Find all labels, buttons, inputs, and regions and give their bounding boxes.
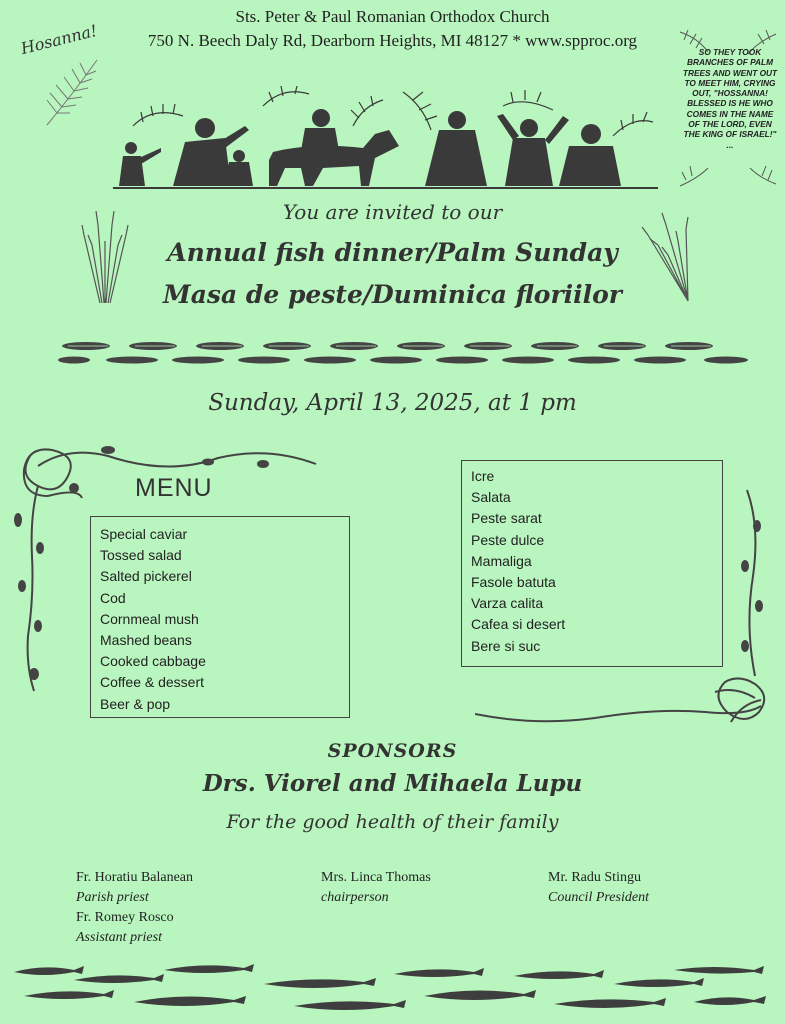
assistant-priest-role: Assistant priest — [76, 930, 162, 945]
menu-item: Cafea si desert — [471, 616, 566, 633]
event-date: Sunday, April 13, 2025, at 1 pm — [208, 390, 577, 416]
president-name: Mr. Radu Stingu — [548, 870, 641, 885]
assistant-priest-name: Fr. Romey Rosco — [76, 910, 174, 925]
palm-leaf-icon — [42, 55, 102, 130]
menu-romanian-box — [461, 460, 723, 667]
menu-item: Tossed salad — [100, 547, 182, 564]
menu-english-box — [90, 516, 350, 718]
wheat-bundle-right-icon — [638, 205, 700, 305]
invitation-intro: You are invited to our — [282, 200, 503, 224]
sponsor-names: Drs. Viorel and Mihaela Lupu — [202, 770, 583, 797]
menu-item: Cooked cabbage — [100, 653, 206, 670]
sponsors-heading: SPONSORS — [327, 740, 458, 762]
priest-role: Parish priest — [76, 890, 149, 905]
menu-heading: MENU — [135, 474, 213, 502]
president-block — [548, 868, 649, 908]
fish-border-decoration — [58, 338, 753, 368]
menu-item: Salted pickerel — [100, 568, 192, 585]
hosanna-text: Hosanna! — [18, 20, 100, 59]
sponsor-dedication: For the good health of their family — [226, 811, 559, 833]
menu-item: Salata — [471, 489, 511, 506]
wheat-bundle-left-icon — [80, 205, 130, 305]
church-name: Sts. Peter & Paul Romanian Orthodox Church — [235, 7, 550, 26]
menu-item: Beer & pop — [100, 695, 171, 712]
menu-item: Coffee & dessert — [100, 674, 205, 691]
menu-item: Peste dulce — [471, 531, 545, 548]
menu-item: Peste sarat — [471, 510, 542, 527]
event-title-english: Annual fish dinner/Palm Sunday — [167, 238, 618, 267]
menu-item: Varza calita — [471, 595, 544, 612]
palm-procession-illustration — [113, 86, 658, 194]
menu-item: Icre — [471, 468, 495, 484]
menu-item: Bere si suc — [471, 637, 541, 654]
scripture-quote: SO THEY TOOK BRANCHES OF PALM TREES AND WENT OUT TO MEET HIM, CRYING OUT, "HOSSANNA! BLESSED IS HE WHO COMES IN THE NAME OF THE LORD, EVEN THE KING OF ISRAEL!" ... — [682, 47, 778, 150]
priest-name: Fr. Horatiu Balanean — [76, 870, 194, 885]
chairperson-role: chairperson — [321, 890, 389, 905]
chairperson-name: Mrs. Linca Thomas — [321, 870, 431, 885]
clergy-block — [76, 868, 193, 948]
menu-romanian-list — [471, 466, 565, 657]
chairperson-block — [321, 868, 431, 908]
menu-english-list — [100, 524, 206, 715]
menu-item: Cornmeal mush — [100, 610, 199, 627]
menu-item: Mamaliga — [471, 552, 532, 569]
church-address: 750 N. Beech Daly Rd, Dearborn Heights, MI 48127 * www.spproc.org — [147, 31, 638, 50]
menu-item: Fasole batuta — [471, 574, 556, 591]
menu-item: Cod — [100, 589, 126, 606]
menu-item: Special caviar — [100, 526, 188, 542]
president-role: Council President — [548, 890, 649, 905]
menu-item: Mashed beans — [100, 632, 192, 649]
event-title-romanian: Masa de peste/Duminica floriilor — [163, 280, 622, 309]
fish-school-decoration — [14, 962, 772, 1018]
